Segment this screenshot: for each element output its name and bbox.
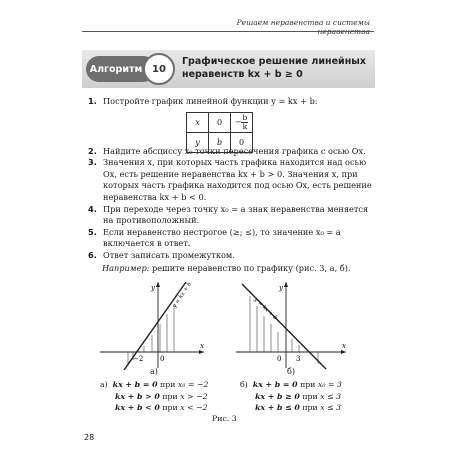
table-row xyxy=(187,133,253,153)
algorithm-title-line2: неравенств kx + b ≥ 0 xyxy=(182,69,303,80)
function-line xyxy=(242,284,326,369)
result-line: kx + b ≤ 0 при x ≤ 3 xyxy=(255,403,342,412)
step-text: При переходе через точку x₀ = a знак неравенства меняется на противоположный. xyxy=(103,203,369,226)
tick-label: 3 xyxy=(296,355,301,363)
table-cell: y xyxy=(187,133,209,153)
result-line: kx + b ≥ 0 при x ≤ 3 xyxy=(255,391,342,401)
value-table xyxy=(186,112,253,153)
step-3 xyxy=(88,157,378,203)
results-b xyxy=(240,379,342,414)
table-cell: − $\frac{b}{k}$ xyxy=(231,113,253,133)
table-cell: b xyxy=(209,133,231,153)
tick-label: −2 xyxy=(133,355,144,363)
line-label: y = kx + b xyxy=(252,297,279,322)
step-number: 4. xyxy=(88,203,97,214)
table-row xyxy=(187,113,253,133)
graph-b xyxy=(236,280,351,370)
algorithm-number: 10 xyxy=(143,53,175,85)
table-cell: 0 xyxy=(209,113,231,133)
step-text: Значения x, при которых часть графика находится над осью Ох, есть решение неравенства kx + b > 0. Значения x, при которых часть графика находится под осью Ох, есть решение неравенства kx + b < 0. xyxy=(103,157,372,202)
x-axis-label: x xyxy=(200,342,204,350)
y-axis-label: y xyxy=(279,284,283,292)
result-line: а) kx + b = 0 при x₀ = −2 xyxy=(100,380,209,389)
page-number: 28 xyxy=(84,433,95,442)
step-number: 6. xyxy=(88,249,97,260)
algorithm-title xyxy=(182,55,366,81)
figure-caption: Рис. 3 xyxy=(212,414,237,423)
step-number: 5. xyxy=(88,226,97,237)
example-prompt: Например: решите неравенство по графику (рис. 3, а, б). xyxy=(102,263,351,273)
algorithm-title-line1: Графическое решение линейных xyxy=(182,56,366,67)
results-a xyxy=(100,379,208,414)
step-text: Найдите абсциссу x₀ точки пересечения графика с осью Ох. xyxy=(103,145,366,156)
table-cell: 0 xyxy=(231,133,253,153)
fraction: $\frac{b}{k}$ xyxy=(242,113,248,131)
step-5 xyxy=(88,227,378,250)
step-text: Ответ записать промежутком. xyxy=(103,249,235,260)
y-axis-arrow xyxy=(284,282,288,287)
x-axis-label: x xyxy=(342,342,346,350)
table-cell: x xyxy=(187,113,209,133)
graph-b-label: б) xyxy=(287,367,295,376)
x-axis-arrow xyxy=(199,350,204,354)
result-line: kx + b < 0 при x < −2 xyxy=(115,403,208,412)
algorithm-badge: Алгоритм xyxy=(86,56,156,82)
x-axis-arrow xyxy=(341,350,346,354)
graph-a-label: а) xyxy=(150,367,158,376)
y-axis-arrow xyxy=(156,282,160,287)
running-title: Решаем неравенства и системы неравенства xyxy=(236,18,370,36)
origin-label: 0 xyxy=(160,355,165,363)
graph-a xyxy=(100,280,210,370)
result-line: б) kx + b = 0 при x₀ = 3 xyxy=(240,380,342,389)
step-4 xyxy=(88,204,378,227)
step-number: 3. xyxy=(88,157,97,168)
step-text: Постройте график линейной функции y = kx + b: xyxy=(103,96,318,106)
origin-label: 0 xyxy=(277,355,282,363)
y-axis-label: y xyxy=(151,284,155,292)
line-label: y = kx + b xyxy=(171,281,194,310)
step-number: 1. xyxy=(88,96,97,106)
step-1 xyxy=(88,96,378,108)
step-6 xyxy=(88,250,378,262)
step-text: Если неравенство нестрогое (≥; ≤), то значение x₀ = a включается в ответ. xyxy=(103,226,341,249)
result-line: kx + b > 0 при x > −2 xyxy=(115,391,208,401)
step-number: 2. xyxy=(88,145,97,156)
header-rule xyxy=(82,31,374,32)
